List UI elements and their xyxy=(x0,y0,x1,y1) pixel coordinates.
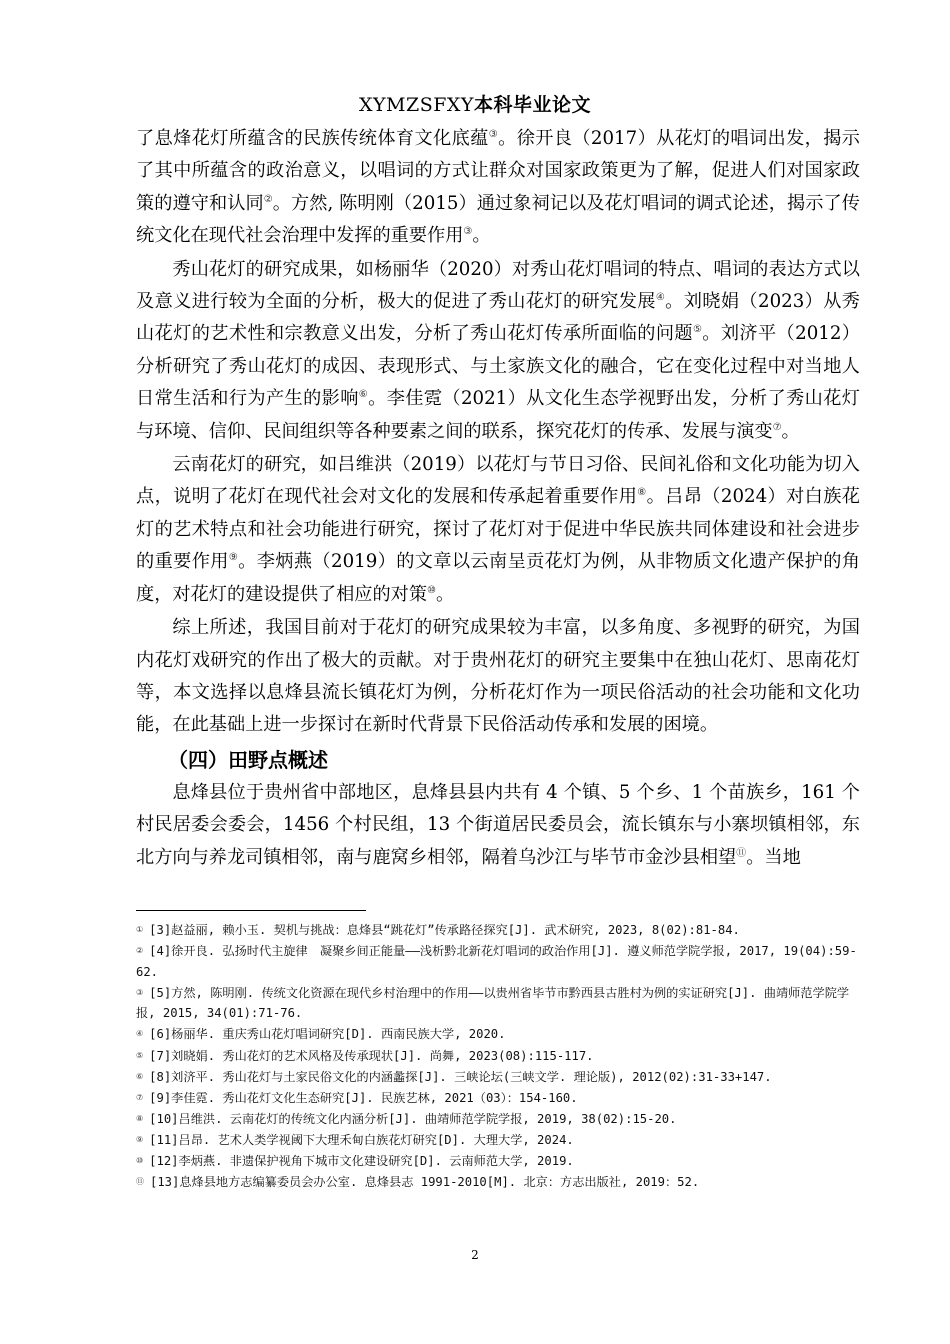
footnote-mark: ⑩ xyxy=(136,1156,144,1166)
paragraph-last xyxy=(136,777,860,874)
text-run: 。 xyxy=(781,420,800,442)
footnote-text: [5]方然, 陈明刚. 传统文化资源在现代乡村治理中的作用——以贵州省毕节市黔西县古胜村为例的实证研究[J]. 曲靖师范学院学报, 2015, 34(01):71-76. xyxy=(136,985,850,1021)
footnote-item xyxy=(136,1130,860,1151)
footnote-item xyxy=(136,1109,860,1130)
paragraph xyxy=(136,123,860,253)
header-latin: XYMZSFXY xyxy=(358,94,474,116)
section-heading: （四）田野点概述 xyxy=(168,747,328,772)
text-run: 。徐开良（2017）从花灯的唱词出发，揭示了其中所蕴含的政治意义，以唱词的方式让群众对国家政策更为了解，促进人们对国家政策的遵守和认同 xyxy=(136,128,860,214)
footnote-mark: ⑤ xyxy=(136,1050,144,1060)
paragraph xyxy=(136,449,860,611)
footnote-text: [13]息烽县地方志编纂委员会办公室. 息烽县志 1991-2010[M]. 北京：方志出版社, 2019：52. xyxy=(150,1175,700,1190)
footnote-text: [10]吕维洪. 云南花灯的传统文化内涵分析[J]. 曲靖师范学院学报, 2019, 38(02):15-20. xyxy=(149,1111,677,1126)
footnote-text: [8]刘济平. 秀山花灯与土家民俗文化的内涵蠡探[J]. 三峡论坛(三峡文学. 理论版), 2012(02):31-33+147. xyxy=(149,1069,772,1084)
text-run: 。吕昂（2024）对白族花灯的艺术特点和社会功能进行研究，探讨了花灯对于促进中华民族共同体建设和社会进步的重要作用 xyxy=(136,486,860,573)
footnote-text: [11]吕昂. 艺术人类学视阈下大理禾甸白族花灯研究[D]. 大理大学, 2024. xyxy=(149,1132,574,1147)
footnote-divider xyxy=(136,910,366,911)
footnote-text: [4]徐开良. 弘扬时代主旋律 凝聚乡间正能量——浅析黔北新花灯唱词的政治作用[J]. 遵义师范学院学报, 2017, 19(04):59-62. xyxy=(136,944,857,979)
footnote-ref[interactable]: ② xyxy=(263,193,273,205)
footnote-text: [12]李炳燕. 非遗保护视角下城市文化建设研究[D]. 云南师范大学, 2019. xyxy=(149,1154,574,1169)
footnote-text: [3]赵益丽, 赖小玉. 契机与挑战：息烽县“跳花灯”传承路径探究[J]. 武术研究, 2023, 8(02):81-84. xyxy=(149,923,740,937)
footnote-item xyxy=(136,920,860,941)
footnote-mark: ⑨ xyxy=(136,1134,144,1144)
footnote-item xyxy=(136,1151,860,1172)
text-run: 。 xyxy=(435,583,455,605)
footnote-mark: ⑧ xyxy=(136,1113,144,1123)
text-run: 秀山花灯的研究成果，如杨丽华（2020）对秀山花灯唱词的特点、唱词的表达方式以及意义进行较为全面的分析，极大的促进了秀山花灯的研究发展 xyxy=(136,258,860,313)
text-run: 。刘晓娟（2023）从秀山花灯的艺术性和宗教意义出发，分析了秀山花灯传承所面临的问题 xyxy=(136,291,860,345)
footnote-mark: ⑦ xyxy=(136,1092,144,1102)
footnote-item xyxy=(136,1067,860,1088)
footnote-item xyxy=(136,1024,860,1045)
footnote-ref[interactable]: ⑨ xyxy=(228,552,239,564)
footnote-mark: ② xyxy=(136,946,144,956)
text-run: 。 xyxy=(472,225,491,247)
footnote-item xyxy=(136,983,860,1024)
footnote-ref[interactable]: ⑩ xyxy=(427,584,436,596)
footnote-text: [6]杨丽华. 重庆秀山花灯唱词研究[D]. 西南民族大学, 2020. xyxy=(149,1027,506,1042)
body-text xyxy=(136,123,860,874)
text-run: 息烽县位于贵州省中部地区，息烽县县内共有 4 个镇、5 个乡、1 个苗族乡，161 个村民居委会委会，1456 个村民组，13 个街道居民委员会，流长镇东与小寨坝镇相邻，东北方向与养龙司镇相邻，南与鹿窝乡相邻，隔着乌沙江与毕节市金沙县相望 xyxy=(136,781,860,868)
text-run: 了息烽花灯所蕴含的民族传统体育文化底蕴 xyxy=(136,128,489,149)
footnote-ref[interactable]: ⑤ xyxy=(692,324,703,336)
footnote-ref[interactable]: ④ xyxy=(655,291,666,303)
footnote-text: [9]李佳霓. 秀山花灯文化生态研究[J]. 民族艺林, 2021（03）：154-160. xyxy=(149,1090,578,1105)
paragraph xyxy=(136,254,860,448)
footnote-ref[interactable]: ⑧ xyxy=(637,487,647,499)
text-run: 。李佳霓（2021）从文化生态学视野出发，分析了秀山花灯与环境、信仰、民间组织等各种要素之间的联系，探究花灯的传承、发展与演变 xyxy=(136,388,860,442)
text-run: 。方然, 陈明刚（2015）通过象祠记以及花灯唱词的调式论述，揭示了传统文化在现代社会治理中发挥的重要作用 xyxy=(136,192,860,247)
page-number: 2 xyxy=(471,1248,479,1262)
footnote-item xyxy=(136,941,860,982)
footnote-mark: ③ xyxy=(136,987,144,997)
text-run: 。李炳燕（2019）的文章以云南呈贡花灯为例，从非物质文化遗产保护的角度，对花灯的建设提供了相应的对策 xyxy=(136,551,860,605)
text-run: 云南花灯的研究，如吕维洪（2019）以花灯与节日习俗、民间礼俗和文化功能为切入点，说明了花灯在现代社会对文化的发展和传承起着重要作用 xyxy=(136,454,860,508)
footnote-ref[interactable]: ⑥ xyxy=(358,389,369,401)
paragraph xyxy=(136,612,860,742)
footnote-ref[interactable]: ⑪ xyxy=(736,847,747,859)
footnote-ref[interactable]: ③ xyxy=(488,128,499,140)
footnote-mark: ① xyxy=(136,925,144,934)
footnote-item xyxy=(136,1046,860,1067)
footnote-mark: ④ xyxy=(136,1029,144,1039)
footnote-text: [7]刘晓娟. 秀山花灯的艺术风格及传承现状[J]. 尚舞, 2023(08):115-117. xyxy=(149,1048,594,1063)
header-title: 本科毕业论文 xyxy=(473,94,591,116)
footnote-item xyxy=(136,1172,860,1193)
text-run: 。刘济平（2012）分析研究了秀山花灯的成因、表现形式、与土家族文化的融合，它在变化过程中对当地人日常生活和行为产生的影响 xyxy=(136,323,860,410)
text-run: 。当地 xyxy=(746,846,801,868)
running-header xyxy=(0,90,950,117)
footnote-ref[interactable]: ⑦ xyxy=(772,421,782,433)
footnote-ref[interactable]: ③ xyxy=(463,226,473,238)
footnote-mark: ⑥ xyxy=(136,1071,144,1081)
text-run: 综上所述，我国目前对于花灯的研究成果较为丰富，以多角度、多视野的研究，为国内花灯戏研究的作出了极大的贡献。对于贵州花灯的研究主要集中在独山花灯、思南花灯等，本文选择以息烽县流长镇花灯为例，分析花灯作为一项民俗活动的社会功能和文化功能，在此基础上进一步探讨在新时代背景下民俗活动传承和发展的困境。 xyxy=(136,617,860,736)
footnotes xyxy=(136,920,860,1193)
footnote-mark: ⑪ xyxy=(136,1177,144,1187)
footnote-item xyxy=(136,1088,860,1109)
